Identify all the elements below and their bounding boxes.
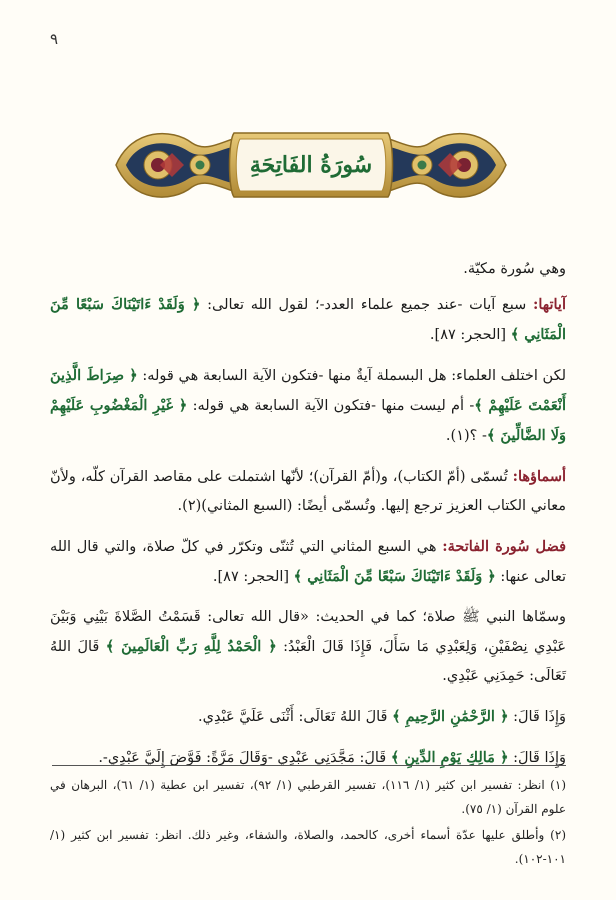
quran-verse: ﴿ وَلَقَدْ ءَاتَيْنَاكَ سَبْعًا مِّنَ الْمَثَانِي ﴾ [50, 296, 566, 343]
quran-verse: ﴿ الْحَمْدُ لِلَّهِ رَبِّ الْعَالَمِينَ ﴾ [105, 638, 277, 655]
paragraph-text: وسمّاها النبي ﷺ صلاة؛ كما في الحديث: «قال الله تعالى: قَسَمْتُ الصَّلاةَ بَيْنِي وَبَيْنَ عَبْدِي نِصْفَيْنِ، وَلِعَبْدِي مَا سَأَلَ، فَإِذَا قَالَ الْعَبْدُ: [50, 609, 566, 655]
paragraph-text: هي السبع المثاني التي تُثنّى وتكرّر في كلّ صلاة، والتي قال الله تعالى عنها: [50, 539, 566, 585]
footnote-1: (١) انظر: تفسير ابن كثير (١/ ١١٦)، تفسير القرطبي (١/ ٩٢)، تفسير ابن عطية (١/ ٦١)، البرهان في علوم القرآن (١/ ٧٥). [50, 778, 567, 816]
paragraph-text: - أم ليست منها -فتكون الآية السابعة هي قوله: [187, 398, 475, 414]
main-text [50, 255, 566, 784]
citation: [الحجر: ٨٧]. [429, 327, 511, 343]
section-lead: فضل سُورة الفاتحة: [442, 538, 567, 555]
paragraph-text: سبع آيات -عند جميع علماء العدد-؛ لقول الله تعالى: [200, 297, 534, 313]
surah-title: سُورَةُ الفَاتِحَةِ [249, 152, 373, 178]
footnote-2: (٢) وأطلق عليها عدّة أسماء أخرى، كالحمد، والصلاة، والشفاء، وغير ذلك. انظر: تفسير ابن كثير (١/ ١٠١-١٠٢). [50, 828, 566, 866]
paragraph-text: وَإِذَا قَالَ: [508, 750, 566, 766]
paragraph-hadith-3 [50, 743, 566, 773]
paragraph-text: قَالَ اللهُ تَعَالَى: أَثْنَى عَلَيَّ عَبْدِي. [198, 709, 393, 725]
quran-verse: ﴿ صِرَاطَ الَّذِينَ أَنْعَمْتَ عَلَيْهِمْ ﴾ [50, 367, 566, 414]
paragraph-text: تُسمّى (أمّ الكتاب)، و(أمّ القرآن)؛ لأنّها اشتملت على مقاصد القرآن كلّه، ولأنّ معاني الكتاب العزيز ترجع إليها. وتُسمّى أيضًا: (السبع المثاني)(٢). [50, 469, 566, 514]
paragraph-hadith-2 [50, 702, 566, 732]
paragraph-verses [50, 290, 566, 350]
quran-verse: ﴿ غَيْرِ الْمَغْضُوبِ عَلَيْهِمْ وَلَا الضَّالِّينَ ﴾ [50, 397, 566, 444]
quran-verse: ﴿ الرَّحْمَٰنِ الرَّحِيمِ ﴾ [392, 708, 509, 725]
quran-verse: ﴿ مَالِكِ يَوْمِ الدِّينِ ﴾ [390, 749, 509, 766]
paragraph-names [50, 462, 566, 521]
page-number: ٩ [50, 30, 59, 48]
paragraph-virtue [50, 532, 566, 592]
section-lead: أسماؤها: [512, 468, 566, 485]
paragraph-text: لكن اختلف العلماء: هل البسملة آيةٌ منها -فتكون الآية السابعة هي قوله: [137, 368, 566, 384]
paragraph-text: وَإِذَا قَالَ: [508, 709, 566, 725]
citation: [الحجر: ٨٧]. [212, 569, 294, 585]
footnotes [50, 773, 566, 873]
paragraph-hadith [50, 603, 566, 691]
footnote-divider [52, 765, 566, 766]
paragraph-text: قَالَ اللهُ تَعَالَى: حَمِدَنِي عَبْدِي. [50, 639, 566, 684]
surah-header-banner [112, 123, 510, 208]
paragraph-text: قَالَ: مَجَّدَنِي عَبْدِي -وَقَالَ مَرَّةً: فَوَّضَ إِلَيَّ عَبْدِي-. [98, 750, 391, 766]
section-lead: آياتها: [533, 296, 566, 313]
paragraph-basmala [50, 361, 566, 451]
paragraph-text: - ؟(١). [445, 428, 487, 444]
quran-verse: ﴿ وَلَقَدْ ءَاتَيْنَاكَ سَبْعًا مِّنَ الْمَثَانِي ﴾ [293, 568, 496, 585]
intro-line: وهي سُورة مكيّة. [463, 261, 566, 277]
